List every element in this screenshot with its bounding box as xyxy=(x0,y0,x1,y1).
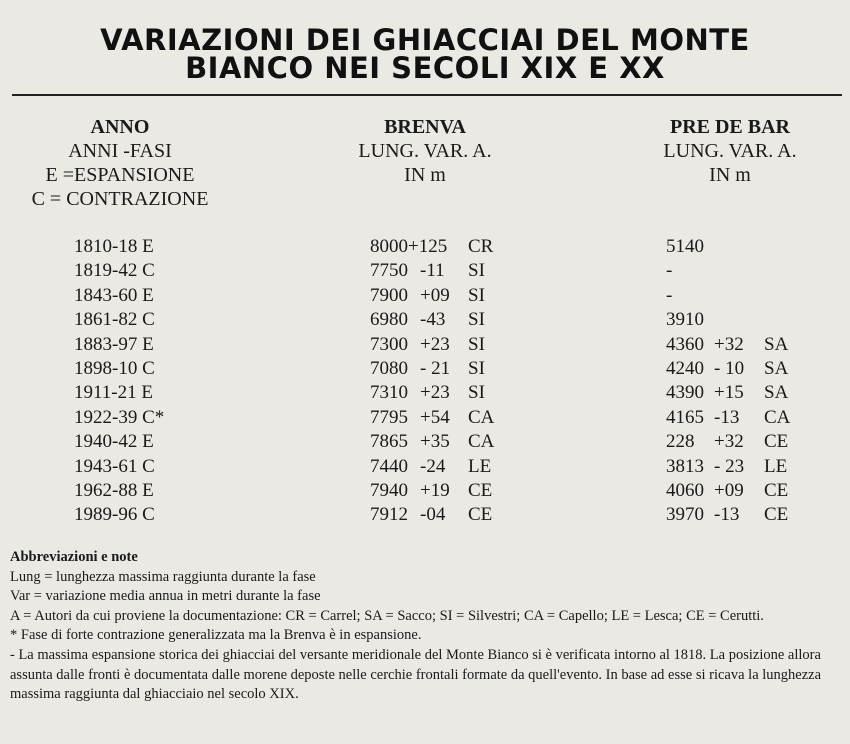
table-row xyxy=(0,235,850,259)
table-row xyxy=(0,284,850,308)
note-asterisk: * Fase di forte contrazione generalizzata ma la Brenva è in espansione. xyxy=(10,627,422,644)
cell-brenva-source: SI xyxy=(468,382,485,404)
note-var: Var = variazione media annua in metri durante la fase xyxy=(10,588,321,605)
page-title xyxy=(0,23,850,85)
note-lung: Lung = lunghezza massima raggiunta durante la fase xyxy=(10,568,316,585)
cell-brenva-variation: +09 xyxy=(420,284,450,306)
cell-pdb-variation: +32 xyxy=(714,333,744,355)
cell-pdb-length: 3813 xyxy=(666,455,704,477)
cell-anno: 1940-42 E xyxy=(74,431,154,453)
cell-brenva-source: SI xyxy=(468,309,485,331)
cell-pdb-length: 5140 xyxy=(666,236,704,257)
cell-brenva-variation: +23 xyxy=(420,382,450,404)
cell-brenva-length: 7300 xyxy=(370,333,408,355)
cell-pdb-length: 3970 xyxy=(666,504,704,526)
cell-brenva-variation: - 21 xyxy=(420,357,451,379)
cell-brenva-variation: -11 xyxy=(420,260,445,282)
cell-brenva-source: CE xyxy=(468,504,493,526)
cell-brenva-source: CA xyxy=(468,431,495,453)
cell-pdb-variation: -13 xyxy=(714,406,740,428)
table-row xyxy=(0,308,850,332)
table-row xyxy=(0,381,850,405)
cell-anno: 1898-10 C xyxy=(74,357,155,379)
cell-brenva-length: 7795 xyxy=(370,406,408,428)
cell-anno: 1861-82 C xyxy=(74,309,155,331)
cell-anno: 1810-18 E xyxy=(74,236,154,257)
header-brenva-title: BRENVA xyxy=(384,116,466,138)
cell-pdb-length: 4360 xyxy=(666,333,704,355)
notes-section xyxy=(10,548,842,705)
cell-brenva-length: 8000+125 xyxy=(370,236,448,257)
table-row xyxy=(0,430,850,454)
table-row xyxy=(0,503,850,527)
cell-anno: 1883-97 E xyxy=(74,333,154,355)
cell-pdb-source: SA xyxy=(764,357,789,379)
cell-brenva-length: 7080 xyxy=(370,357,408,379)
cell-brenva-source: LE xyxy=(468,455,492,477)
header-brenva xyxy=(310,115,540,187)
cell-anno: 1819-42 C xyxy=(74,260,155,282)
title-line-1: VARIAZIONI DEI GHIACCIAI DEL MONTE xyxy=(100,23,750,57)
cell-pdb-source: CE xyxy=(764,479,789,501)
cell-brenva-length: 7750 xyxy=(370,260,408,282)
cell-anno: 1843-60 E xyxy=(74,284,154,306)
cell-brenva-length: 6980 xyxy=(370,309,408,331)
title-divider xyxy=(12,94,842,96)
header-pdb-title: PRE DE BAR xyxy=(669,116,790,138)
cell-brenva-length: 7912 xyxy=(370,504,408,526)
cell-brenva-source: SI xyxy=(468,284,485,306)
cell-pdb-variation: +32 xyxy=(714,431,744,453)
cell-pdb-length: 228 xyxy=(666,431,695,453)
table-row xyxy=(0,455,850,479)
table-row xyxy=(0,357,850,381)
cell-anno: 1943-61 C xyxy=(74,455,155,477)
cell-pdb-variation: - 23 xyxy=(714,455,745,477)
cell-pdb-source: LE xyxy=(764,455,788,477)
cell-brenva-source: CA xyxy=(468,406,495,428)
cell-brenva-variation: -24 xyxy=(420,455,446,477)
cell-pdb-source: SA xyxy=(764,333,789,355)
cell-brenva-variation: +54 xyxy=(420,406,450,428)
note-max-expansion: - La massima espansione storica dei ghiacciai del versante meridionale del Monte Bianco si è verificata intorno al 1818. La posizione allora assunta dalle fronti è documentata dalle morene deposte nelle cerchie frontali formate da quell'evento. In base ad esse si ricava la lunghezza massima raggiunta dal ghiacciaio nel secolo XIX. xyxy=(10,646,822,703)
data-table xyxy=(0,235,850,528)
cell-pdb-source: CE xyxy=(764,504,789,526)
cell-pdb-length: 4060 xyxy=(666,479,704,501)
table-row xyxy=(0,479,850,503)
cell-brenva-length: 7865 xyxy=(370,431,408,453)
table-row xyxy=(0,406,850,430)
cell-brenva-variation: -04 xyxy=(420,504,446,526)
header-brenva-sub-2: IN m xyxy=(404,164,446,186)
cell-pdb-source: SA xyxy=(764,382,789,404)
cell-pdb-variation: - 10 xyxy=(714,357,745,379)
cell-pdb-source: CE xyxy=(764,431,789,453)
cell-brenva-length: 7900 xyxy=(370,284,408,306)
header-anno-sub-1: ANNI -FASI xyxy=(68,140,172,162)
title-line-2: BIANCO NEI SECOLI XIX E XX xyxy=(185,51,665,85)
cell-pdb-length: 3910 xyxy=(666,309,704,331)
header-anno-title: ANNO xyxy=(90,116,150,138)
cell-brenva-length: 7440 xyxy=(370,455,408,477)
cell-anno: 1922-39 C* xyxy=(74,406,165,428)
header-pre-de-bar xyxy=(615,115,845,187)
cell-pdb-variation: -13 xyxy=(714,504,740,526)
cell-brenva-variation: -43 xyxy=(420,309,446,331)
header-pdb-sub-1: LUNG. VAR. A. xyxy=(663,140,797,162)
header-anno-sub-2: E =ESPANSIONE xyxy=(45,164,195,186)
cell-pdb-variation: +09 xyxy=(714,479,744,501)
note-authors: A = Autori da cui proviene la documentazione: CR = Carrel; SA = Sacco; SI = Silvestri; CA = Capello; LE = Lesca; CE = Cerutti. xyxy=(10,607,764,624)
cell-brenva-variation: +35 xyxy=(420,431,450,453)
cell-pdb-length: 4390 xyxy=(666,382,704,404)
header-anno-sub-3: C = CONTRAZIONE xyxy=(31,188,209,210)
notes-title: Abbreviazioni e note xyxy=(10,549,138,565)
cell-brenva-source: SI xyxy=(468,357,485,379)
table-row xyxy=(0,259,850,283)
cell-anno: 1989-96 C xyxy=(74,504,155,526)
cell-brenva-source: CE xyxy=(468,479,493,501)
cell-brenva-length: 7940 xyxy=(370,479,408,501)
cell-pdb-length: - xyxy=(666,260,673,282)
header-brenva-sub-1: LUNG. VAR. A. xyxy=(358,140,492,162)
header-pdb-sub-2: IN m xyxy=(709,164,751,186)
cell-pdb-source: CA xyxy=(764,406,791,428)
cell-anno: 1962-88 E xyxy=(74,479,154,501)
cell-brenva-source: SI xyxy=(468,333,485,355)
cell-brenva-length: 7310 xyxy=(370,382,408,404)
cell-brenva-variation: +19 xyxy=(420,479,450,501)
cell-pdb-length: 4165 xyxy=(666,406,704,428)
cell-brenva-variation: +23 xyxy=(420,333,450,355)
table-row xyxy=(0,333,850,357)
cell-pdb-variation: +15 xyxy=(714,382,744,404)
cell-pdb-length: - xyxy=(666,284,673,306)
cell-pdb-length: 4240 xyxy=(666,357,704,379)
cell-anno: 1911-21 E xyxy=(74,382,153,404)
cell-brenva-source: CR xyxy=(468,236,494,257)
header-anno xyxy=(10,115,230,211)
cell-brenva-source: SI xyxy=(468,260,485,282)
